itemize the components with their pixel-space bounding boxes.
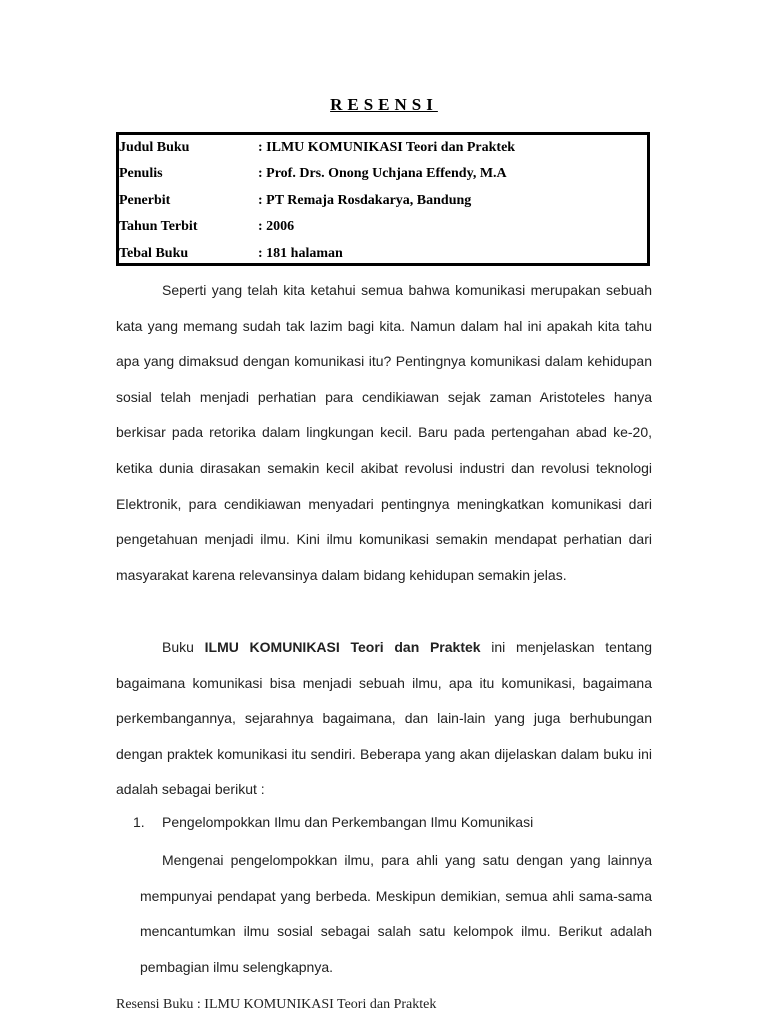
book-info-label: Tahun Terbit [119,219,198,234]
list-number: 1. [133,814,145,830]
list-item-paragraph: Mengenai pengelompokkan ilmu, para ahli yang satu dengan yang lainnya mempunyai pendapat yang berbeda. Meskipun demikian, semua ahli sama-sama mencantumkan ilmu sosial sebagai salah satu kelompok ilmu. Berikut adalah pembagian ilmu selengkapnya. [140,852,652,975]
book-info-label: Tebal Buku [119,246,189,261]
book-info-value: : 181 halaman [258,246,343,262]
book-title-emphasis: ILMU KOMUNIKASI Teori dan Praktek [204,639,481,655]
paragraph-2-prefix: Buku [162,639,205,655]
book-info-row-publisher [119,193,647,219]
book-info-label: Penulis [119,166,163,181]
paragraph-2-body: ini menjelaskan tentang bagaimana komunikasi bisa menjadi sebuah ilmu, apa itu komunikasi, bagaimana perkembangannya, sejarahnya bagaimana, dan lain-lain yang juga berhubungan dengan praktek komunikasi itu sendiri. Beberapa yang akan dijelaskan dalam buku ini adalah sebagai berikut : [116,639,652,798]
list-item-text: Pengelompokkan Ilmu dan Perkembangan Ilmu Komunikasi [162,814,534,830]
book-info-row-pages [119,246,647,272]
document-title: RESENSI [330,95,438,114]
book-info-table [116,132,650,266]
book-info-label: Penerbit [119,193,171,208]
book-info-value: : PT Remaja Rosdakarya, Bandung [258,193,471,209]
body-paragraph-2 [116,630,652,808]
book-info-label: Judul Buku [119,140,190,155]
body-paragraph-1: Seperti yang telah kita ketahui semua bahwa komunikasi merupakan sebuah kata yang memang sudah tak lazim bagi kita. Namun dalam hal ini apakah kita tahu apa yang dimaksud dengan komunikasi itu? Pentingnya komunikasi dalam kehidupan sosial telah menjadi perhatian para cendikiawan sejak zaman Aristoteles hanya berkisar pada retorika dalam lingkungan kecil. Baru pada pertengahan abad ke-20, ketika dunia dirasakan semakin kecil akibat revolusi industri dan revolusi teknologi Elektronik, para cendikiawan menyadari pentingnya meningkatkan komunikasi dari pengetahuan menjadi ilmu. Kini ilmu komunikasi semakin mendapat perhatian dari masyarakat karena relevansinya dalam bidang kehidupan semakin jelas. [116,282,652,583]
book-info-value: : 2006 [258,219,294,235]
book-info-value: : ILMU KOMUNIKASI Teori dan Praktek [258,140,515,156]
book-info-row-year [119,219,647,245]
book-info-row-title [119,140,647,166]
numbered-list-item [133,814,653,830]
book-info-row-author [119,166,647,192]
page-footer: Resensi Buku : ILMU KOMUNIKASI Teori dan Praktek [116,997,437,1012]
book-info-value: : Prof. Drs. Onong Uchjana Effendy, M.A [258,166,507,182]
